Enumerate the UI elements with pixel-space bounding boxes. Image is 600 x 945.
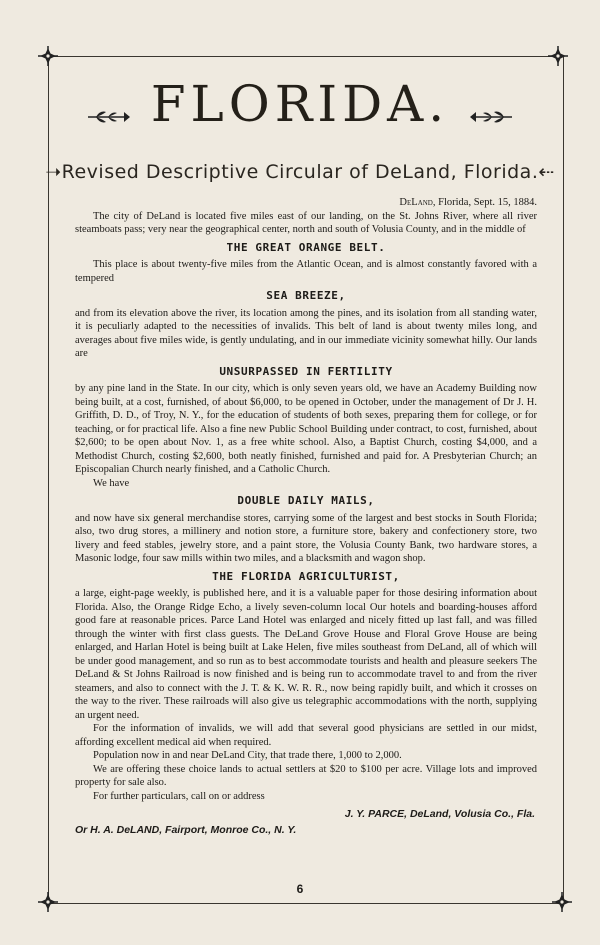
- signature-deland: Or H. A. DeLAND, Fairport, Monroe Co., N. Y.: [75, 824, 297, 836]
- paragraph-institutions: by any pine land in the State. In our city, which is only seven years old, we have an Academy Building now being built, at a cost, furnished, of about $6,000, to be opened in October, under the management of Dr J. H. Griffith, D. D., of Troy, N. Y., for the education of students of both sexes, preparing them for college, or for teaching, or for practical life. Also a fine new Public School Building under contract, to cost, furnished, about $2,600; to be open about Nov. 1, as a free white school. Also, a Baptist Church, costing $4,000, and a Methodist Church, costing $2,600, both neatly finished, furnished and paid for. A Presbyterian Church; an Episcopalian Church nearly finished, and a Catholic Church.: [75, 383, 537, 475]
- paragraph-invalids: For the information of invalids, we will add that several good physicians are settled in our midst, affording excellent medical aid when required.: [75, 723, 537, 748]
- leaf-ornament-left-icon: [86, 78, 130, 138]
- section-heading-agriculturist: THE FLORIDA AGRICULTURIST,: [212, 569, 400, 583]
- section-heading-orange-belt: THE GREAT ORANGE BELT.: [226, 240, 386, 254]
- dateline-place: DeLand: [399, 197, 433, 208]
- paragraph-we-have: We have: [93, 477, 130, 489]
- subtitle-block: [0, 158, 600, 186]
- paragraph-location: The city of DeLand is located five miles east of our landing, on the St. Johns River, where all river steamboats pass; very near the geographical center, north and south of Volusia County, and in the middle of: [75, 210, 537, 235]
- paragraph-population: Population now in and near DeLand City, that trade there, 1,000 to 2,000.: [93, 750, 402, 761]
- corner-cross-ornament-icon: [547, 45, 569, 67]
- corner-cross-ornament-icon: [37, 45, 59, 67]
- arrow-right-icon: ⇠: [538, 161, 555, 183]
- paragraph-ocean: This place is about twenty-five miles from the Atlantic Ocean, and is almost constantly favored with a tempered: [75, 259, 537, 284]
- paragraph-lands-offer: We are offering these choice lands to actual settlers at $20 to $100 per acre. Village lots and improved property for sale also.: [75, 763, 537, 788]
- section-heading-fertility: UNSURPASSED IN FERTILITY: [219, 364, 393, 378]
- signature-parce: J. Y. PARCE, DeLand, Volusia Co., Fla.: [344, 808, 535, 820]
- paragraph-contact: For further particulars, call on or address: [93, 790, 265, 802]
- page-number: 6: [296, 882, 304, 896]
- section-heading-mails: DOUBLE DAILY MAILS,: [237, 494, 375, 507]
- page-title: FLORIDA.: [150, 75, 450, 133]
- dateline-date: , Florida, Sept. 15, 1884.: [432, 197, 537, 208]
- paragraph-elevation: and from its elevation above the river, its location among the pines, and its isolation from all standing water, it is peculiarly adapted to the necessities of invalids. This belt of land is about twenty miles long, and averages about five miles wide, is gently undulating, and in our immediate vicinity somewhat hilly. Our lands are: [75, 307, 537, 359]
- arrow-left-icon: ➝: [45, 161, 62, 183]
- section-heading-sea-breeze: SEA BREEZE,: [266, 289, 346, 302]
- circular-body: [75, 196, 537, 838]
- subtitle: Revised Descriptive Circular of DeLand, Florida.: [61, 161, 539, 183]
- paragraph-stores: and now have six general merchandise stores, carrying some of the largest and best stocks in South Florida; also, two drug stores, a millinery and notion store, a furniture store, bakery and confectionery store, two livery and feed stables, jewelry store, and a paint store, the Volusia County Bank, two hardware stores, a Masonic lodge, four saw mills within two miles, and a blacksmith and wagon shop.: [75, 512, 537, 564]
- leaf-ornament-right-icon: [470, 78, 514, 138]
- paragraph-newspaper-hotels: a large, eight-page weekly, is published here, and it is a valuable paper for those desiring information about Florida. Also, the Orange Ridge Echo, a lively seven-column local Our hotels and boarding-houses afford good fare at reasonable prices. Parce Land Hotel was enlarged and nicely fitted up last fall, and was filled through the winter with first class guests. The DeLand Grove House and Floral Grove House are being enlarged, and Harlan Hotel is being built at Lake Helen, five miles southeast from DeLand, all of which will be under good management, and so run as to best accommodate tourists and health and pleasure seekers The DeLand & St Johns Railroad is now finished and is being run to accommodate travel to and from the river steamers, and also to connect with the J. T. & K. W. R. R., now being rapidly built, and which it crosses on the way to the river. These railroads will also give us telegraphic accommodations with the north, supplying an urgent need.: [75, 588, 537, 721]
- page-title-block: [0, 74, 600, 138]
- dateline: [75, 196, 537, 210]
